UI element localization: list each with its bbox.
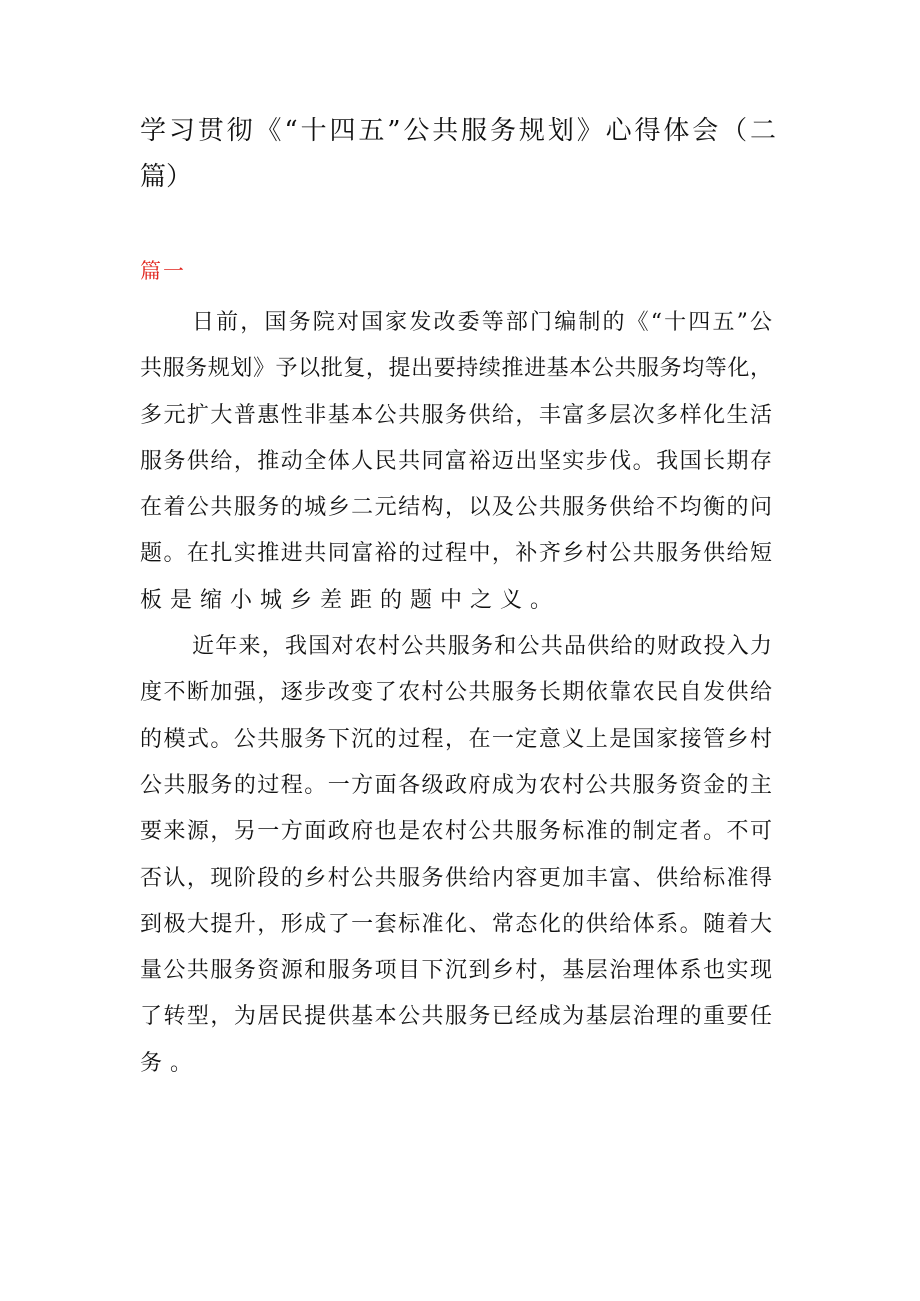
text-line: 近年来，我国对农村公共服务和公共品供给的财政投入力 [192,634,772,660]
text-line: 板是缩小城乡差距的题中之义。 [140,587,561,613]
document-title [140,108,776,200]
text-line: 否认，现阶段的乡村公共服务供给内容更加丰富、供给标准得 [140,865,772,891]
title-line: 学习贯彻《“十四五”公共服务规划》心得体会（二 [140,116,776,146]
text-line: 到极大提升，形成了一套标准化、常态化的供给体系。随着大 [140,911,772,937]
text-line: 服务供给，推动全体人民共同富裕迈出坚实步伐。我国长期存 [140,448,772,474]
paragraph-2 [140,624,772,1087]
text-line: 务。 [140,1050,201,1076]
text-line: 日前，国务院对国家发改委等部门编制的《“十四五”公 [192,310,772,335]
text-line: 共服务规划》予以批复，提出要持续推进基本公共服务均等化， [140,356,772,382]
text-line: 了转型，为居民提供基本公共服务已经成为基层治理的重要任 [140,1004,772,1030]
title-line: 篇） [140,162,193,192]
text-line: 在着公共服务的城乡二元结构，以及公共服务供给不均衡的问 [140,495,772,521]
text-line: 题。在扎实推进共同富裕的过程中，补齐乡村公共服务供给短 [140,541,772,567]
text-line: 要来源，另一方面政府也是农村公共服务标准的制定者。不可 [140,819,772,845]
text-line: 的模式。公共服务下沉的过程，在一定意义上是国家接管乡村 [140,726,772,752]
text-line: 量公共服务资源和服务项目下沉到乡村，基层治理体系也实现 [140,958,772,984]
text-line: 度不断加强，逐步改变了农村公共服务长期依靠农民自发供给 [140,680,772,706]
text-line: 多元扩大普惠性非基本公共服务供给，丰富多层次多样化生活 [140,402,772,428]
text-line: 公共服务的过程。一方面各级政府成为农村公共服务资金的主 [140,772,772,798]
paragraph-1 [140,300,772,624]
document-body [140,300,772,1087]
section-heading: 篇一 [140,259,186,283]
